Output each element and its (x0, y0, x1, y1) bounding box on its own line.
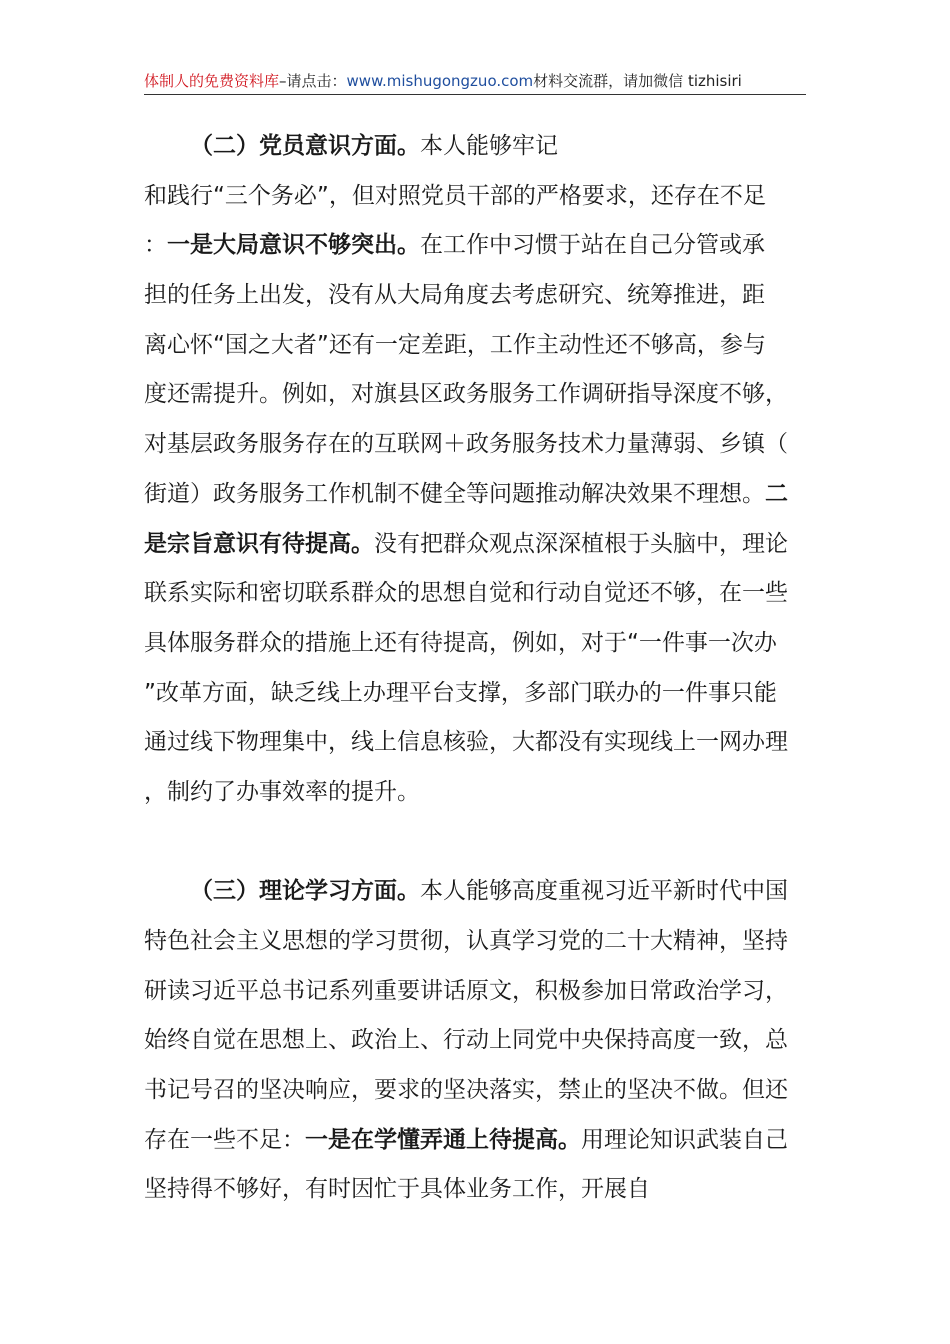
section2-line (144, 520, 806, 570)
section2-intro: ： (144, 232, 167, 259)
section2-point2-text: 具体服务群众的措施上还有待提高，例如，对于“一件事一次办 (144, 629, 777, 656)
section2-intro: 本人能够牢记 (420, 133, 558, 159)
section3-line (144, 967, 806, 1017)
header-prompt: –请点击： (279, 72, 347, 90)
section2-line (144, 718, 806, 768)
section2-line (144, 321, 806, 371)
section2-line (144, 569, 806, 619)
section2-line (144, 420, 806, 470)
section3-intro: 始终自觉在思想上、政治上、行动上同党中央保持高度一致，总 (144, 1027, 788, 1054)
section3-point1-text: 坚持得不够好，有时因忙于具体业务工作，开展自 (144, 1176, 650, 1203)
section2-line (144, 221, 806, 271)
section2-point1-text: 对基层政务服务存在的互联网＋政务服务技术力量薄弱、乡镇（ (144, 431, 788, 458)
section2-intro: 和践行“三个务必”，但对照党员干部的严格要求，还存在不足 (144, 182, 766, 209)
section2-point2-text: 没有把群众观点深深植根于头脑中，理论 (374, 530, 788, 557)
section2-line (144, 172, 806, 222)
section2-paragraph (144, 122, 806, 867)
section3-line (144, 1016, 806, 1066)
section2-point1-text: 在工作中习惯于站在自己分管或承 (420, 232, 765, 259)
section2-point1-text: 街道）政务服务工作机制不健全等问题推动解决效果不理想。 (144, 480, 765, 507)
section2-line (144, 370, 806, 420)
section2-point1-title: 一是大局意识不够突出。 (167, 232, 420, 259)
section2-line (144, 122, 806, 172)
section2-line (144, 271, 806, 321)
section3-point1-title: 一是在学懂弄通上待提高。 (305, 1126, 581, 1153)
section3-line (144, 1165, 806, 1215)
section2-heading: （二）党员意识方面。 (190, 133, 420, 159)
section2-point1-text: 离心怀“国之大者”还有一定差距，工作主动性还不够高，参与 (144, 331, 766, 358)
section3-line (144, 867, 806, 917)
section3-line (144, 917, 806, 967)
section2-point2-text: ”改革方面，缺乏线上办理平台支撑，多部门联办的一件事只能 (144, 679, 777, 706)
header-wechat-note: 材料交流群，请加微信 tizhisiri (533, 72, 742, 90)
section2-line (144, 768, 806, 818)
header-url-link[interactable]: www.mishugongzuo.com (346, 72, 534, 90)
page-header (144, 68, 806, 95)
section2-line (144, 669, 806, 719)
section3-intro: 研读习近平总书记系列重要讲话原文，积极参加日常政治学习， (144, 977, 788, 1004)
section3-line (144, 1215, 806, 1265)
section3-line (144, 1066, 806, 1116)
document-body (144, 122, 806, 1265)
section3-intro: 存在一些不足： (144, 1126, 305, 1153)
section3-intro: 特色社会主义思想的学习贯彻，认真学习党的二十大精神，坚持 (144, 928, 788, 954)
section3-point1-text: 用理论知识武装自己 (581, 1126, 788, 1153)
header-site-name: 体制人的免费资料库 (144, 72, 280, 90)
section2-point2-text: ，制约了办事效率的提升。 (144, 778, 420, 805)
section2-point2-title: 二 (765, 480, 788, 507)
section3-paragraph (144, 867, 806, 1265)
section2-point2-text: 联系实际和密切联系群众的思想自觉和行动自觉还不够，在一些 (144, 580, 788, 607)
section2-point2-text: 通过线下物理集中，线上信息核验，大都没有实现线上一网办理 (144, 729, 788, 756)
section3-heading: （三）理论学习方面。 (190, 878, 420, 905)
section3-line (144, 1116, 806, 1166)
section3-intro: 书记号召的坚决响应，要求的坚决落实，禁止的坚决不做。但还 (144, 1077, 788, 1104)
section3-intro: 本人能够高度重视习近平新时代中国 (420, 878, 788, 905)
section2-point1-text: 担的任务上出发，没有从大局角度去考虑研究、统筹推进，距 (144, 282, 765, 309)
section2-line (144, 619, 806, 669)
section2-point2-title: 是宗旨意识有待提高。 (144, 530, 374, 557)
section2-line (144, 818, 806, 868)
section2-line (144, 470, 806, 520)
section2-point1-text: 度还需提升。例如，对旗县区政务服务工作调研指导深度不够， (144, 381, 788, 408)
